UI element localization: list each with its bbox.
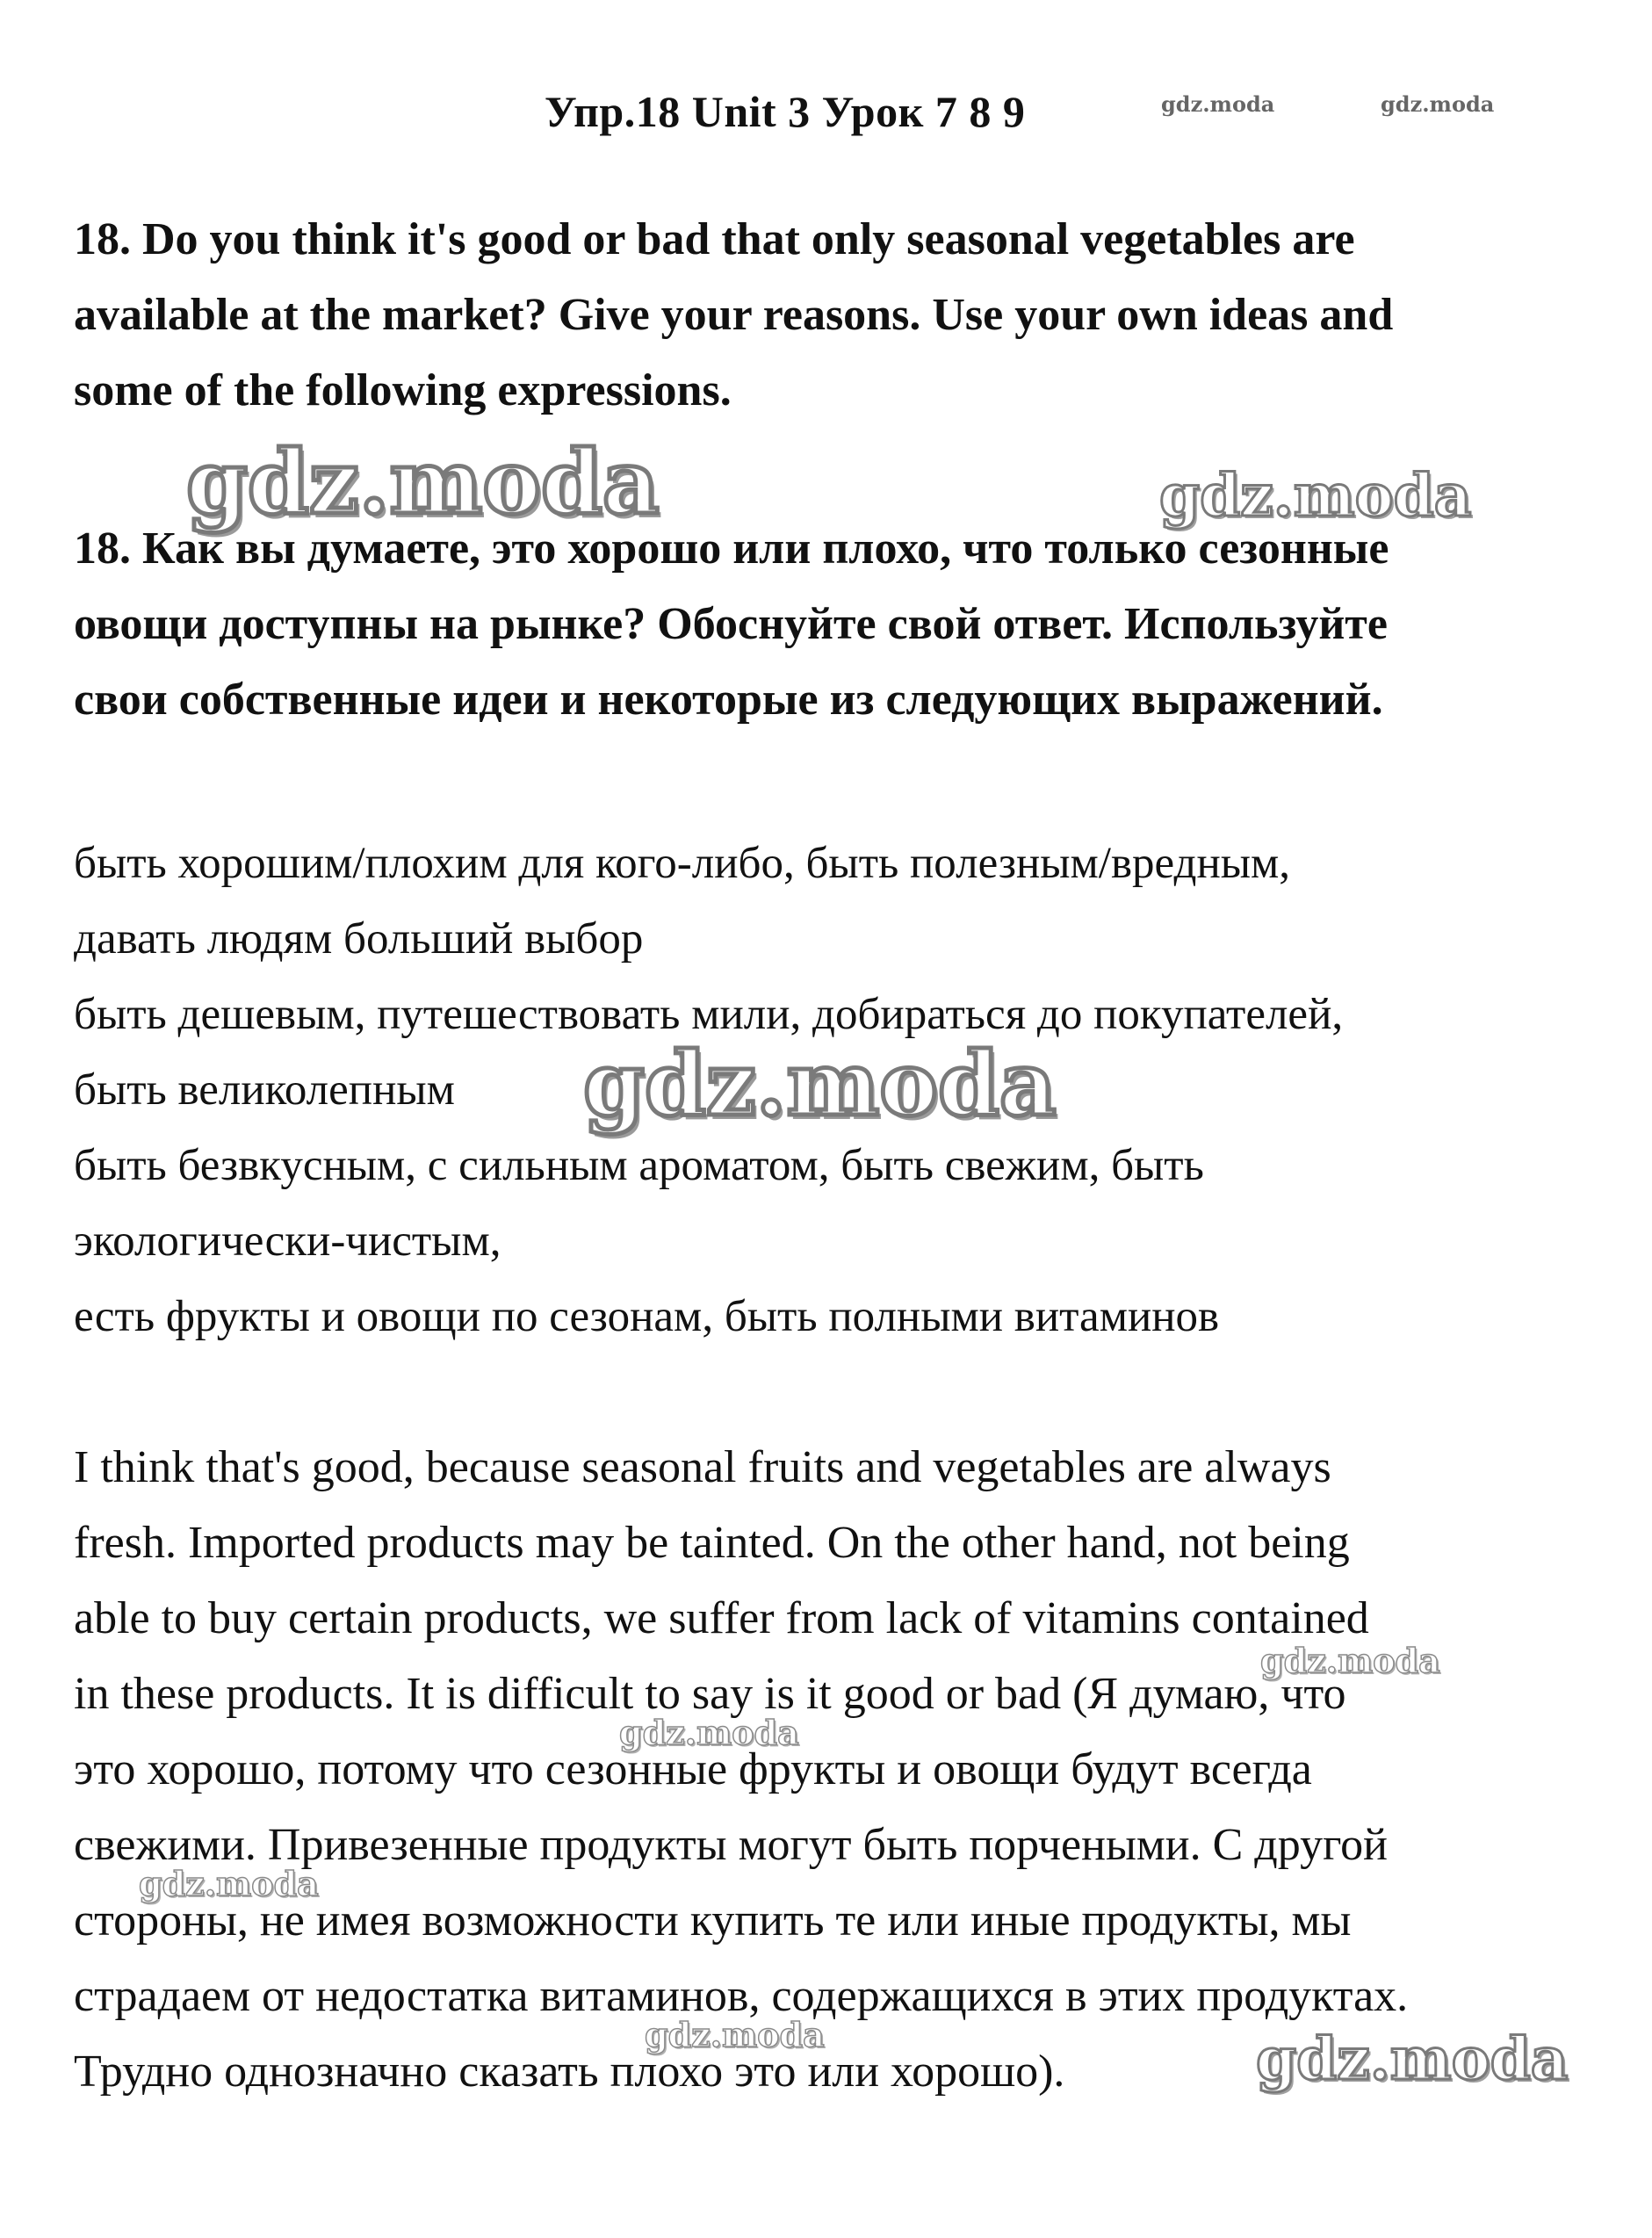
task-russian bbox=[74, 511, 1620, 738]
expression-line: быть безвкусным, с сильным ароматом, быть свежим, быть bbox=[74, 1141, 1204, 1190]
watermark: gdz.moda bbox=[1260, 1641, 1440, 1680]
watermark: gdz.moda bbox=[1159, 461, 1472, 530]
answer-line: I think that's good, because seasonal fruits and vegetables are always bbox=[74, 1442, 1331, 1492]
watermark: gdz.moda bbox=[645, 2015, 825, 2054]
task-line: овощи доступны на рынке? Обоснуйте свой ответ. Используйте bbox=[74, 599, 1388, 649]
task-english bbox=[74, 202, 1620, 429]
answer-line: Трудно однозначно сказать плохо это или хорошо). bbox=[74, 2047, 1065, 2097]
expression-line: есть фрукты и овощи по сезонам, быть полными витаминов bbox=[74, 1292, 1220, 1341]
watermark: gdz.moda bbox=[1256, 2025, 1569, 2093]
task-line: some of the following expressions. bbox=[74, 365, 732, 415]
watermark: gdz.moda bbox=[583, 1032, 1057, 1136]
watermark: gdz.moda bbox=[619, 1713, 799, 1752]
task-line: available at the market? Give your reasons. Use your own ideas and bbox=[74, 290, 1394, 340]
answer-line: стороны, не имея возможности купить те или иные продукты, мы bbox=[74, 1895, 1352, 1946]
answer-line: fresh. Imported products may be tainted. On the other hand, not being bbox=[74, 1518, 1350, 1568]
answer-line: in these products. It is difficult to say is it good or bad (Я думаю, что bbox=[74, 1669, 1346, 1719]
expression-line: быть великолепным bbox=[74, 1065, 455, 1115]
expression-line: давать людям больший выбор bbox=[74, 914, 644, 964]
answer-line: свежими. Привезенные продукты могут быть порчеными. С другой bbox=[74, 1820, 1388, 1870]
task-line: свои собственные идеи и некоторые из следующих выражений. bbox=[74, 675, 1383, 725]
expression-line: быть хорошим/плохим для кого-либо, быть полезным/вредным, bbox=[74, 839, 1291, 888]
expression-line: быть дешевым, путешествовать мили, добираться до покупателей, bbox=[74, 990, 1344, 1039]
answer-line: это хорошо, потому что сезонные фрукты и овощи будут всегда bbox=[74, 1744, 1312, 1794]
expression-line: экологически-чистым, bbox=[74, 1216, 501, 1266]
task-line: 18. Как вы думаете, это хорошо или плохо, что только сезонные bbox=[74, 523, 1389, 574]
page-title: Упр.18 Unit 3 Урок 7 8 9 bbox=[545, 87, 1026, 136]
watermark: gdz.moda bbox=[186, 430, 660, 534]
watermark: gdz.moda bbox=[139, 1864, 319, 1903]
task-line: 18. Do you think it's good or bad that only seasonal vegetables are bbox=[74, 214, 1355, 264]
watermark: gdz.moda bbox=[1381, 91, 1495, 117]
answer-line: страдаем от недостатка витаминов, содержащихся в этих продуктах. bbox=[74, 1971, 1409, 2021]
watermark: gdz.moda bbox=[1161, 91, 1275, 117]
answer-line: able to buy certain products, we suffer from lack of vitamins contained bbox=[74, 1593, 1369, 1643]
